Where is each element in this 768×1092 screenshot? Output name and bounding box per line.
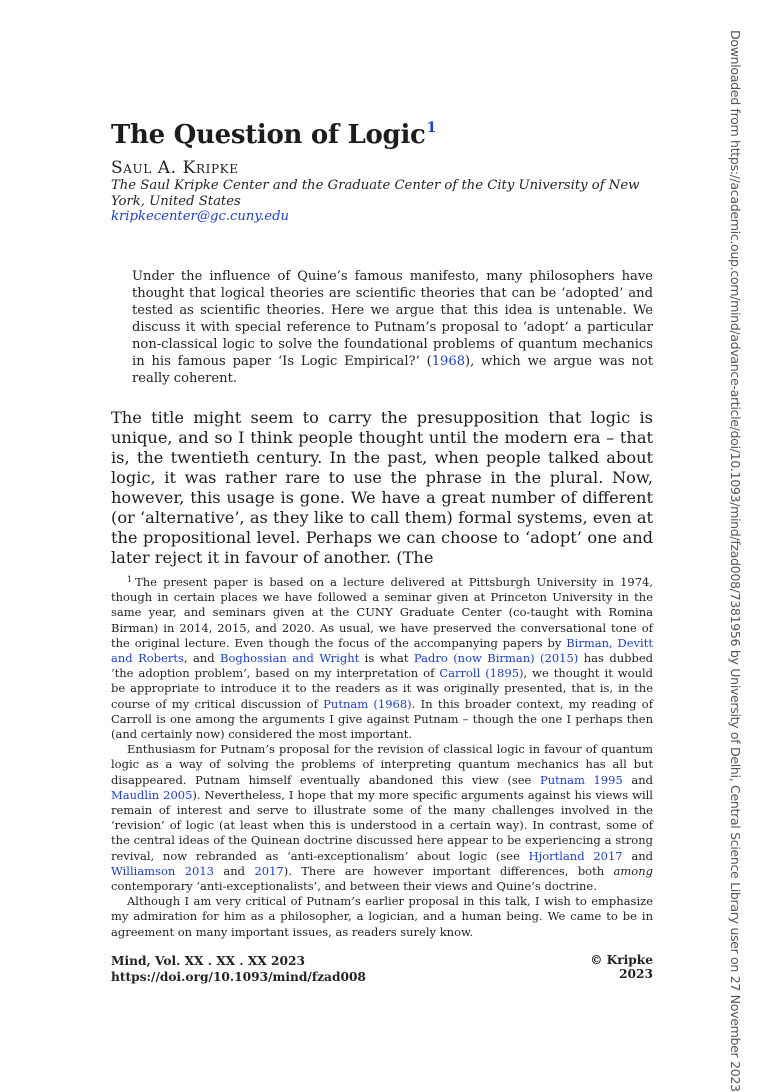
abstract-text: Under the influence of Quine’s famous manifesto, many philosophers have thought that logical theories are scientific theories that can be ‘adopted’ and tested as scientific theories. Here we argue that this idea is untenable. We discuss it with special reference to Putnam’s proposal to ‘adopt’ a particular non-classical logic to solve the foundational problems of quantum mechanics in his famous paper ‘Is Logic Empirical?’ ( — [132, 269, 653, 369]
footnote-paragraph-3: Although I am very critical of Putnam’s earlier proposal in this talk, I wish to emphasize my admiration for him as a philosopher, a logician, and a human being. We came to be in agreement on many important issues, as readers surely know. — [111, 894, 653, 939]
footnote — [111, 572, 653, 940]
author-name: Saul A. Kripke — [111, 158, 239, 178]
footnote-text: and — [214, 863, 255, 878]
footnote-mark: 1 — [127, 575, 133, 584]
title-text: The Question of Logic — [111, 120, 426, 150]
footnote-paragraph-1 — [111, 572, 653, 742]
citation-link[interactable]: Maudlin 2005 — [111, 787, 193, 802]
footnote-text: ). There are however important differences, both — [283, 863, 614, 878]
body-paragraph: The title might seem to carry the presupposition that logic is unique, and so I think people thought until the modern era – that is, the twentieth century. In the past, when people talked about logic, it was rather rare to use the phrase in the plural. Now, however, this usage is gone. We have a great number of different (or ‘alternative’, as they like to call them) formal systems, even at the propositional level. Perhaps we can choose to ‘adopt’ one and later reject it in favour of another. (The — [111, 408, 653, 567]
journal-footer — [111, 953, 366, 985]
citation-link[interactable]: Hjortland 2017 — [528, 848, 623, 863]
download-notice-sidebar — [725, 30, 749, 1092]
citation-link[interactable]: Carroll (1895) — [439, 666, 524, 681]
citation-link[interactable]: Putnam (1968) — [323, 696, 412, 711]
author-email-link[interactable]: kripkecenter@gc.cuny.edu — [111, 209, 290, 224]
footnote-text: is what — [359, 651, 414, 666]
footnote-text: , and — [183, 651, 221, 666]
footnote-text: The present paper is based on a lecture delivered at Pittsburgh University in 1974, though in certain places we have followed a seminar given at Princeton University in the same year, and seminars given at the CUNY Graduate Center (co-taught with Romina Birman) in 2014, 2015, and 2020. As usual, we have preserved the conversational tone of the original lecture. Even though the focus of the accompanying papers by — [111, 575, 653, 650]
doi-link[interactable]: https://doi.org/10.1093/mind/fzad008 — [111, 970, 366, 984]
citation-link[interactable]: Birman, Devitt and Roberts — [111, 635, 653, 666]
footnote-paragraph-2 — [111, 742, 653, 894]
footnote-text: contemporary ‘anti-exceptionalists’, and between their views and Quine’s doctrine. — [111, 879, 597, 894]
journal-citation: Mind, Vol. XX . XX . XX 2023 — [111, 954, 305, 968]
footnote-text: ). Nevertheless, I hope that my more specific arguments against his views will remain of interest and serve to illustrate some of the many challenges involved in the ‘revision’ of logic (at least when this is understood in a certain way). In contrast, some of the central ideas of the Quinean doctrine discussed here appear to be experiencing a strong revival, now rebranded as ‘anti-exceptionalism’ about logic (see — [111, 787, 653, 863]
footnote-text: and — [622, 772, 653, 787]
article-title — [111, 120, 436, 150]
citation-link[interactable]: Putnam 1995 — [539, 772, 623, 787]
abstract — [132, 268, 653, 387]
abstract-citation-link[interactable]: 1968 — [431, 354, 466, 369]
download-notice: Downloaded from https://academic.oup.com/mind/advance-article/doi/10.1093/mind/fzad008/7381956 by University of Delhi, Central Science Library user on 27 November 2023 — [728, 30, 743, 1092]
citation-link[interactable]: Padro (now Birman) (2015) — [413, 651, 579, 666]
citation-link[interactable]: Boghossian and Wright — [220, 651, 360, 666]
abstract-text-end: ), which we argue was not really coherent. — [132, 354, 654, 386]
footnote-text: has dubbed ‘the adoption problem’, based on my interpretation of — [111, 651, 653, 681]
footnote-text: Enthusiasm for Putnam’s proposal for the revision of classical logic in favour of quantum logic as a way of solving the problems of interpreting quantum mechanics has all but disappeared. Putnam himself eventually abandoned this view (see — [111, 742, 653, 787]
emphasis: among — [613, 863, 653, 878]
citation-link[interactable]: 2017 — [254, 863, 284, 878]
footnote-text: and — [622, 848, 653, 863]
copyright-notice: © Kripke 2023 — [590, 953, 653, 981]
footnote-text: . In this broader context, my reading of Carroll is one among the arguments I give against Putnam – though the one I perhaps then (and certainly now) considered the most important. — [111, 696, 653, 742]
author-affiliation: The Saul Kripke Center and the Graduate Center of the City University of New York, United States — [111, 178, 640, 209]
title-footnote-link[interactable]: 1 — [426, 120, 437, 136]
citation-link[interactable]: Williamson 2013 — [111, 863, 214, 878]
footnote-text: , we thought it would be appropriate to introduce it to the readers as it was originally presented, that is, in the course of my critical discussion of — [111, 666, 654, 711]
